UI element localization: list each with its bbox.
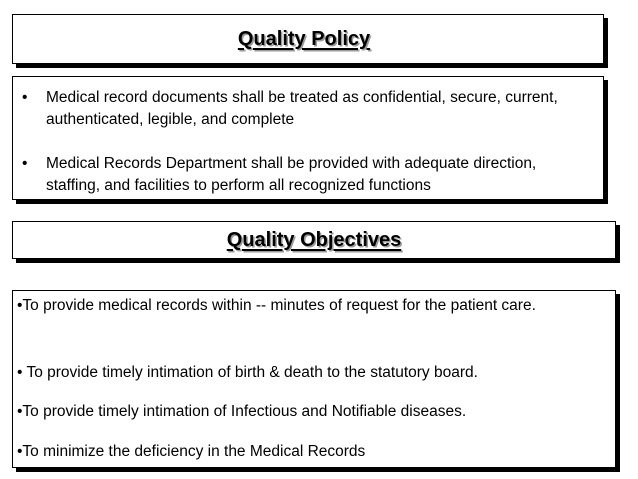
policy-item-text: Medical Records Department shall be provided with adequate direction, staffing, and facilities to perform all recognized functions <box>46 155 537 194</box>
objective-list-item: •To provide timely intimation of Infectious and Notifiable diseases. <box>17 403 467 420</box>
objective-list-item: •To provide medical records within -- minutes of request for the patient care. <box>17 297 536 314</box>
policy-list-item <box>22 87 593 131</box>
quality-objectives-title: Quality Objectives <box>226 228 402 251</box>
quality-objectives-body <box>12 290 616 468</box>
objective-list-item: • To provide timely intimation of birth & death to the statutory board. <box>17 364 478 381</box>
quality-objectives-header <box>12 221 616 259</box>
policy-item-text: Medical record documents shall be treated as confidential, secure, current, authenticated, legible, and complete <box>46 89 558 128</box>
bullet-icon: • <box>22 155 28 172</box>
quality-policy-body <box>12 76 604 200</box>
quality-policy-header <box>12 14 604 64</box>
bullet-icon: • <box>22 89 28 106</box>
objective-list-item: •To minimize the deficiency in the Medical Records <box>17 443 366 460</box>
quality-policy-title: Quality Policy <box>237 27 371 50</box>
policy-list-item <box>22 153 593 197</box>
